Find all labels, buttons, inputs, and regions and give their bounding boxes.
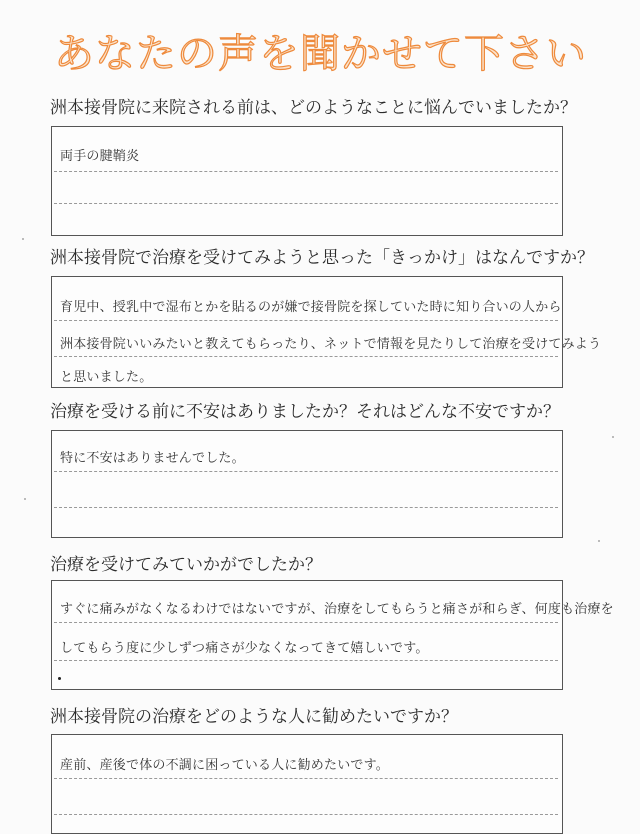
answer-rule [54,356,558,357]
answer-1-line-1: 両手の腱鞘炎 [60,149,140,164]
answer-rule [54,471,558,472]
answer-5-line-1: 産前、産後で体の不調に困っている人に勧めたいです。 [60,758,389,773]
answer-box-3 [51,430,563,538]
answer-box-5 [51,734,563,834]
answer-rule [54,814,558,815]
answer-4-line-1: すぐに痛みがなくなるわけではないですが、治療をしてもらうと痛さが和らぎ、何度も治療を [60,602,614,617]
answer-box-4 [51,580,563,690]
answer-rule [54,171,558,172]
page-title: あなたの声を聞かせて下さい [54,31,587,77]
question-3: 治療を受ける前に不安はありましたか？それはどんな不安ですか？ [50,402,560,422]
question-5: 洲本接骨院の治療をどのような人に勧めたいですか？ [50,707,458,727]
question-2: 洲本接骨院で治療を受けてみようと思った「きっかけ」はなんですか？ [50,248,594,268]
scan-speck [598,540,600,542]
answer-2-line-2: 洲本接骨院いいみたいと教えてもらったり、ネットで情報を見たりして治療を受けてみよう [60,337,602,352]
answer-2-line-3: と思いました。 [60,370,153,385]
ink-dot [58,677,61,680]
answer-rule [54,660,558,661]
question-1: 洲本接骨院に来院される前は、どのようなことに悩んでいましたか？ [50,98,577,118]
scan-speck [612,436,614,438]
scan-speck [22,238,24,240]
answer-2-line-1: 育児中、授乳中で湿布とかを貼るのが嫌で接骨院を探していた時に知り合いの人から [60,300,562,315]
answer-rule [54,507,558,508]
answer-rule [54,622,558,623]
answer-4-line-2: してもらう度に少しずつ痛さが少なくなってきて嬉しいです。 [60,641,429,656]
answer-3-line-1: 特に不安はありませんでした。 [60,451,245,466]
answer-rule [54,778,558,779]
answer-rule [54,320,558,321]
question-4: 治療を受けてみていかがでしたか？ [50,555,322,575]
answer-box-1 [51,126,563,236]
scan-speck [24,498,26,500]
answer-rule [54,203,558,204]
